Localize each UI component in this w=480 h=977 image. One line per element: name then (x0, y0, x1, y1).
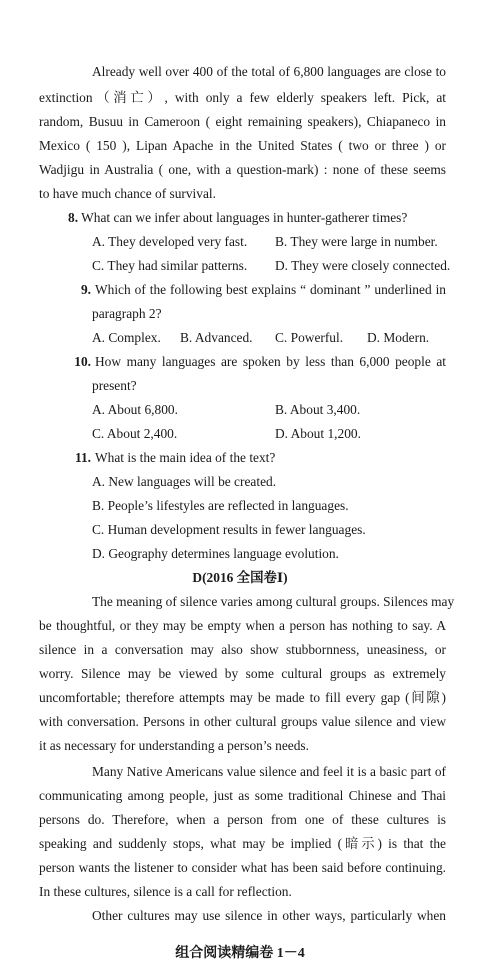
text-line: extinction（消亡）, with only a few elderly speakers left. Pick, at (39, 90, 446, 105)
option-a: A. About 6,800. (92, 402, 178, 417)
option-a: A. They developed very fast. (92, 234, 248, 249)
option-a: A. New languages will be created. (92, 474, 277, 489)
text-line: Many Native Americans value silence and feel it is a basic part of (92, 764, 446, 779)
text-line: Mexico ( 150 ), Lipan Apache in the United States ( two or three ) or (39, 138, 446, 153)
text-line: speaking and suddenly stops, what may be implied (暗示) is that the (39, 836, 446, 851)
option-b: B. Advanced. (180, 330, 253, 345)
question-text-cont: paragraph 2? (92, 306, 162, 321)
option-b: B. They were large in number. (275, 234, 438, 249)
question-number: 11. (75, 450, 91, 465)
option-c: C. About 2,400. (92, 426, 178, 441)
text-line: silence in a conversation may also show stubbornness, uneasiness, or (39, 642, 446, 657)
text-line: uncomfortable; therefore attempts may be made to fill every gap (间隙) (39, 690, 446, 705)
text-line: persons do. Therefore, when a person from one of these cultures is (39, 812, 446, 827)
question-text: What can we infer about languages in hunter-gatherer times? (81, 210, 408, 225)
question-number: 10. (74, 354, 91, 369)
text-line: Wadjigu in Australia ( one, with a question-mark) : none of these seems (39, 162, 446, 177)
text-line: random, Busuu in Cameroon ( eight remaining speakers), Chiapaneco in (39, 114, 446, 129)
text-line: Other cultures may use silence in other ways, particularly when (92, 908, 446, 923)
question-number: 8. (68, 210, 79, 225)
question-text: What is the main idea of the text? (95, 450, 276, 465)
text-line: worry. Silence may be viewed by some cultural groups as extremely (39, 666, 446, 681)
option-a: A. Complex. (92, 330, 161, 345)
text-line: to have much chance of survival. (39, 186, 216, 201)
question-text-cont: present? (92, 378, 137, 393)
text-line: it as necessary for understanding a person’s needs. (39, 738, 309, 753)
option-b: B. About 3,400. (275, 402, 361, 417)
text-line: communicating among people, just as some traditional Chinese and Thai (39, 788, 446, 803)
section-title: D(2016 全国卷Ⅰ) (192, 570, 288, 585)
text-line: The meaning of silence varies among cultural groups. Silences may (92, 594, 455, 609)
option-c: C. Human development results in fewer languages. (92, 522, 366, 537)
option-d: D. Geography determines language evolution. (92, 546, 339, 561)
question-text: Which of the following best explains “ dominant ” underlined in (95, 282, 446, 297)
option-d: D. They were closely connected. (275, 258, 451, 273)
question-number: 9. (80, 282, 91, 297)
text-line: with conversation. Persons in other cultural groups value silence and view (39, 714, 446, 729)
option-b: B. People’s lifestyles are reflected in languages. (92, 498, 349, 513)
option-d: D. About 1,200. (275, 426, 361, 441)
text-line: person wants the listener to consider what has been said before continuing. (39, 860, 446, 875)
text-line: In these cultures, silence is a call for reflection. (39, 884, 292, 899)
page-footer: 组合阅读精编卷 1－4 (175, 946, 305, 961)
option-c: C. Powerful. (275, 330, 344, 345)
text-line: Already well over 400 of the total of 6,800 languages are close to (92, 64, 446, 79)
option-d: D. Modern. (367, 330, 430, 345)
option-c: C. They had similar patterns. (92, 258, 248, 273)
text-line: be thoughtful, or they may be empty when a person has nothing to say. A (39, 618, 446, 633)
question-text: How many languages are spoken by less than 6,000 people at (95, 354, 446, 369)
